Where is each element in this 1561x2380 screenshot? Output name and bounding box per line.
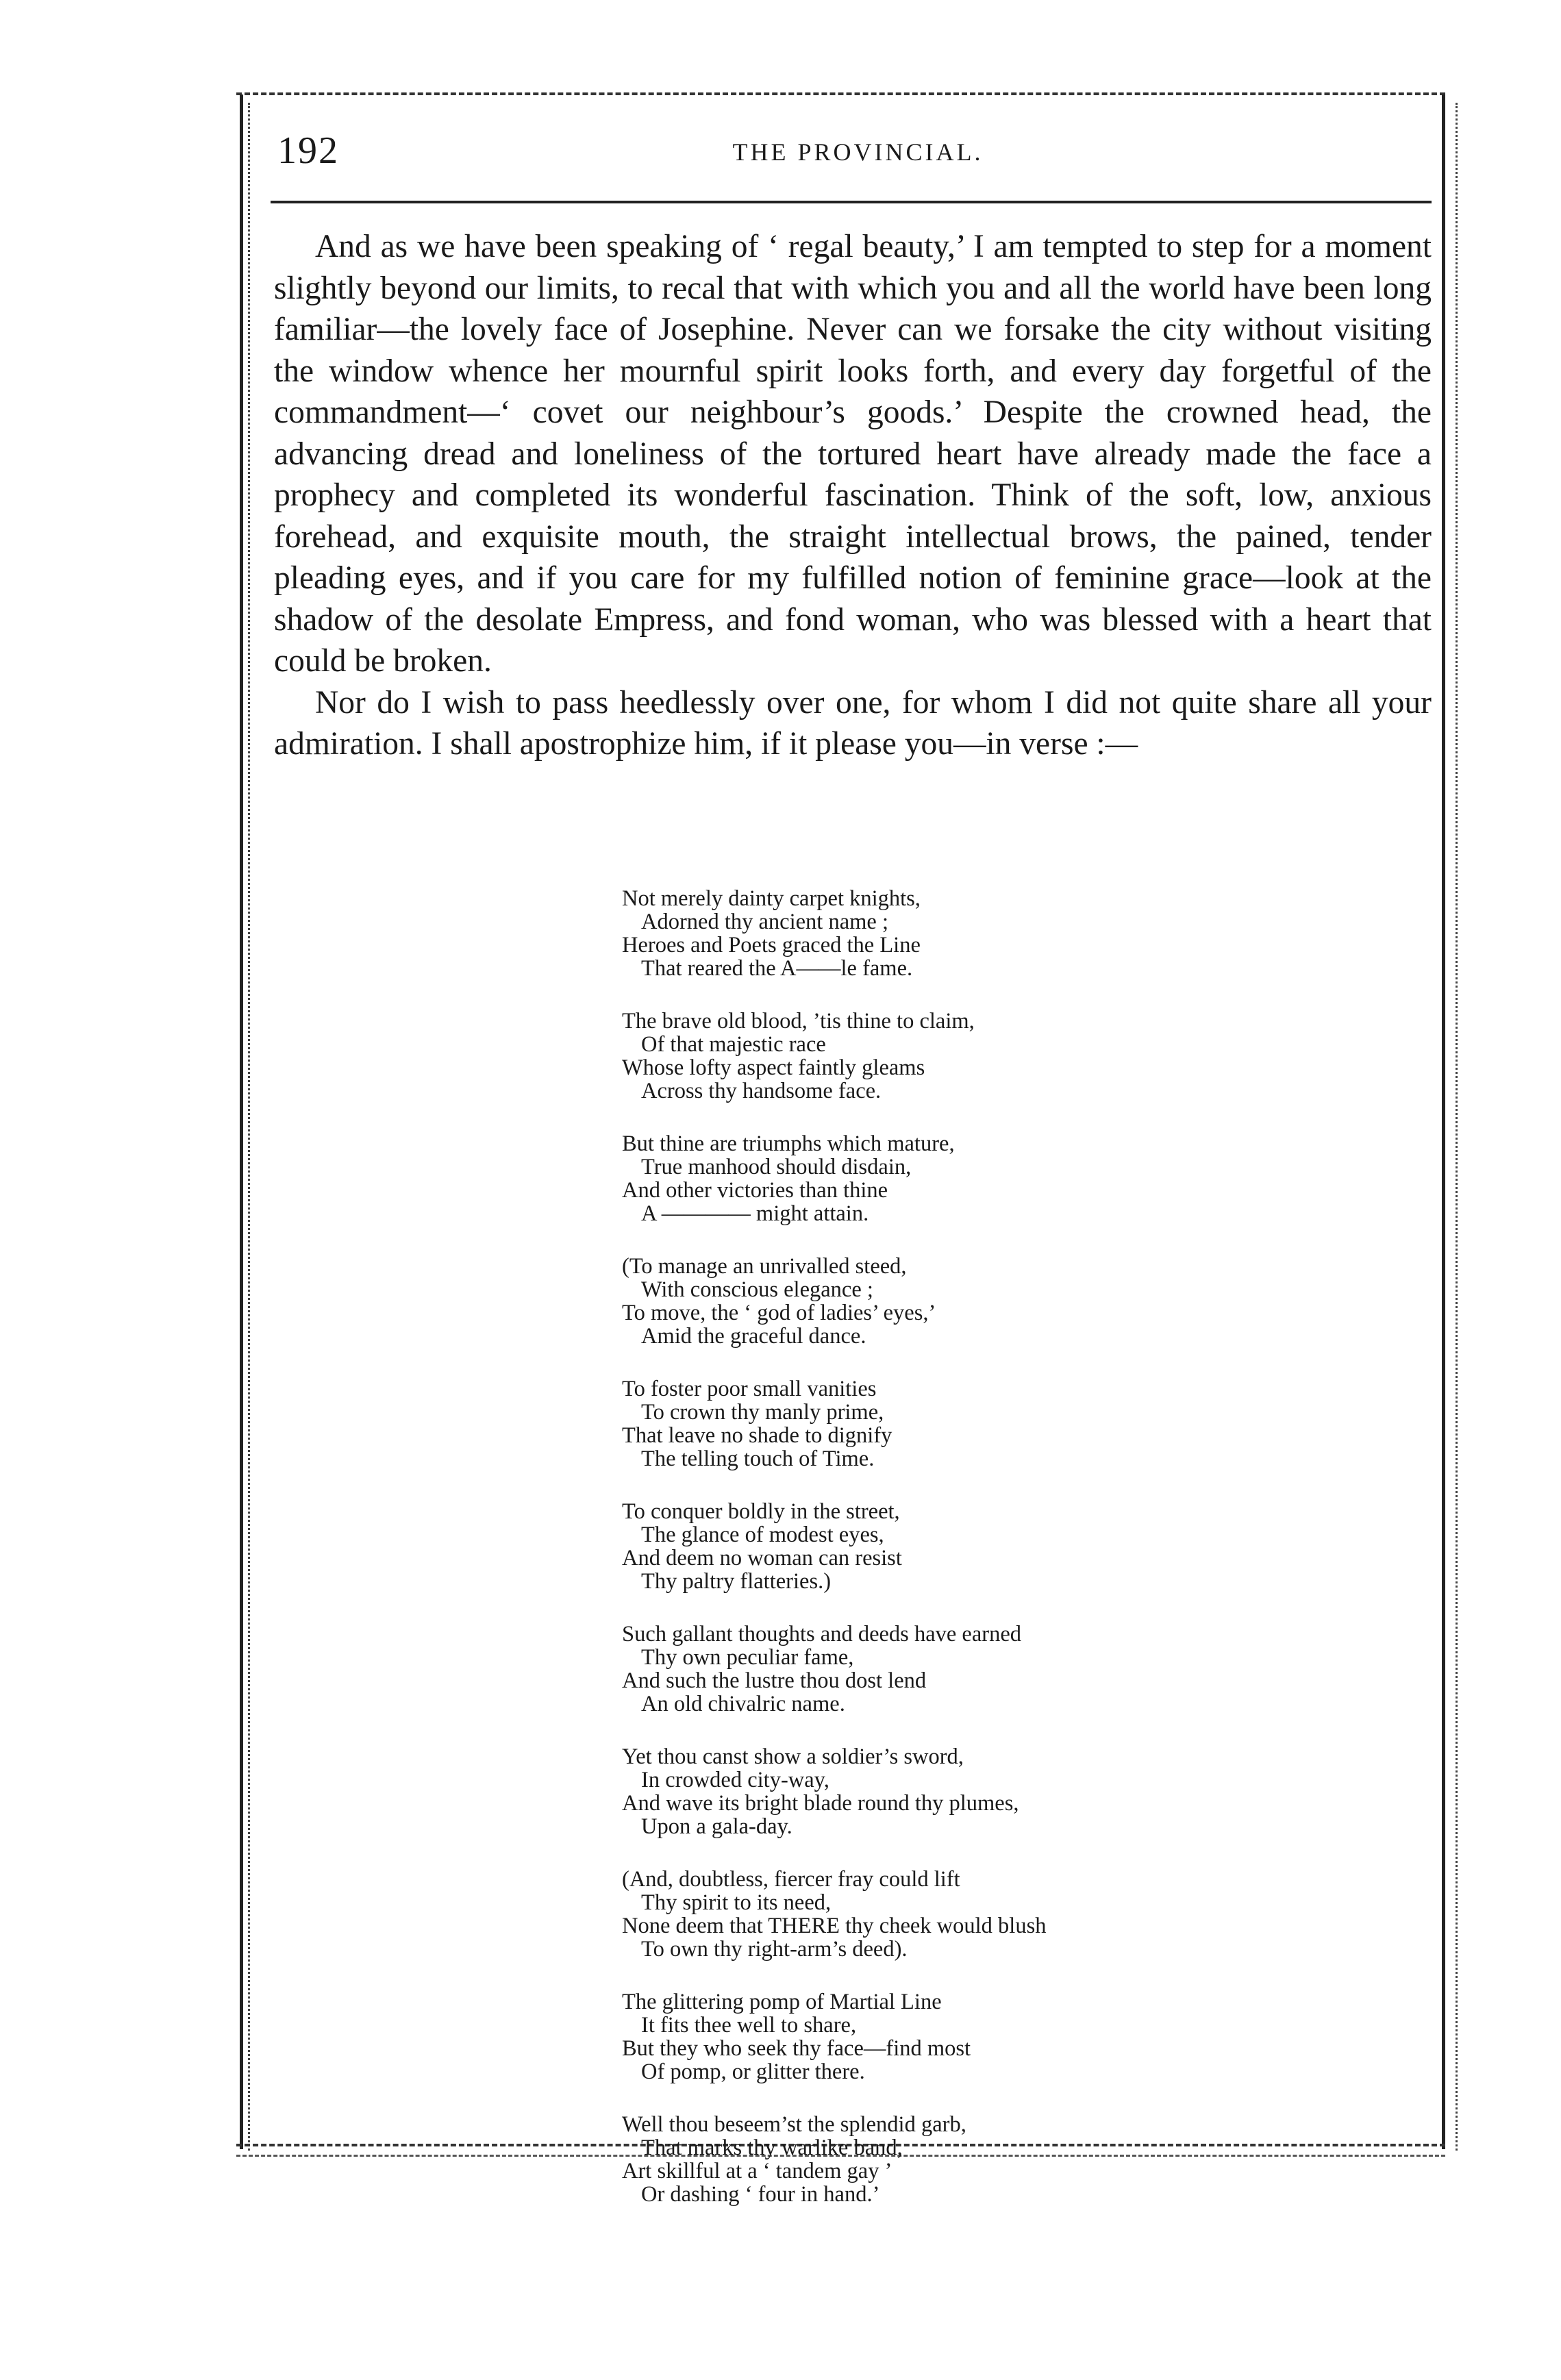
poem-line: Well thou beseem’st the splendid garb, — [622, 2112, 966, 2137]
poem-line: (To manage an unrivalled steed, — [622, 1254, 907, 1279]
header-rule — [271, 201, 1432, 203]
poem-line: In crowded city-way, — [641, 1768, 829, 1792]
poem-line: To own thy right-arm’s deed). — [641, 1937, 908, 1962]
poem-line: Thy paltry flatteries.) — [641, 1569, 832, 1594]
poem-line: The glance of modest eyes, — [641, 1523, 884, 1547]
page-header — [271, 127, 1445, 188]
poem-line: Heroes and Poets graced the Line — [622, 933, 921, 957]
poem-stanza — [622, 1745, 1238, 1838]
poem-line: Amid the graceful dance. — [641, 1324, 866, 1349]
poem-line: True manhood should disdain, — [641, 1155, 912, 1179]
poem-line: Or dashing ‘ four in hand.’ — [641, 2182, 880, 2207]
poem-line: Art skillful at a ‘ tandem gay ’ — [622, 2159, 892, 2183]
poem-line: With conscious elegance ; — [641, 1277, 873, 1302]
poem-line: To foster poor small vanities — [622, 1377, 877, 1401]
poem-line: To move, the ‘ god of ladies’ eyes,’ — [622, 1301, 936, 1325]
poem-line: Thy spirit to its need, — [641, 1890, 832, 1915]
poem-line: That marks thy warlike band, — [641, 2135, 903, 2160]
poem-line: And other victories than thine — [622, 1178, 888, 1203]
poem-line: But they who seek thy face—find most — [622, 2036, 971, 2061]
poem-stanza — [622, 2113, 1238, 2206]
poem-line: None deem that THERE thy cheek would blush — [622, 1914, 1047, 1938]
poem-line: Of that majestic race — [641, 1032, 826, 1057]
poem-line: Such gallant thoughts and deeds have earned — [622, 1622, 1022, 1646]
poem-stanza — [622, 1623, 1238, 1716]
poem-line: And deem no woman can resist — [622, 1546, 902, 1570]
poem-line: To conquer boldly in the street, — [622, 1499, 900, 1524]
right-margin-line — [1456, 103, 1458, 2151]
poem-line: And such the lustre thou dost lend — [622, 1668, 927, 1693]
poem — [622, 887, 1238, 2235]
poem-stanza — [622, 1377, 1238, 1470]
poem-stanza — [622, 1500, 1238, 1593]
poem-line: That leave no shade to dignify — [622, 1423, 892, 1448]
poem-stanza — [622, 1255, 1238, 1348]
poem-line: And wave its bright blade round thy plumes, — [622, 1791, 1019, 1816]
poem-line: Across thy handsome face. — [641, 1079, 882, 1103]
poem-line: But thine are triumphs which mature, — [622, 1131, 955, 1156]
poem-line: The telling touch of Time. — [641, 1446, 875, 1471]
poem-stanza — [622, 1010, 1238, 1103]
poem-line: (And, doubtless, fiercer fray could lift — [622, 1867, 960, 1892]
poem-line: Whose lofty aspect faintly gleams — [622, 1055, 925, 1080]
poem-stanza — [622, 1868, 1238, 1961]
poem-line: The glittering pomp of Martial Line — [622, 1990, 942, 2014]
poem-line: That reared the A——le fame. — [641, 956, 913, 981]
poem-line: Yet thou canst show a soldier’s sword, — [622, 1744, 964, 1769]
poem-stanza — [622, 887, 1238, 980]
poem-line: It fits thee well to share, — [641, 2013, 857, 2038]
paragraph: And as we have been speaking of ‘ regal beauty,’ I am tempted to step for a moment slightly beyond our limits, to recal that with which you and all the world have been long familiar—the lovely face of Josephine. Never can we forsake the city without visiting the window whence her mournful spirit looks forth, and every day forgetful of the commandment—‘ covet our neighbour’s goods.’ Despite the crowned head, the advancing dread and loneliness of the tortured heart have already made the face a prophecy and completed its wonderful fascination. Think of the soft, low, anxious forehead, and exquisite mouth, the straight intellectual brows, the pained, tender pleading eyes, and if you care for my fulfilled notion of feminine grace—look at the shadow of the desolate Empress, and fond woman, who was blessed with a heart that could be broken. — [274, 229, 1432, 679]
prose-body — [274, 226, 1432, 765]
poem-stanza — [622, 1990, 1238, 2083]
poem-line: Thy own peculiar fame, — [641, 1645, 854, 1670]
poem-line: The brave old blood, ’tis thine to claim, — [622, 1009, 975, 1034]
poem-line: Adorned thy ancient name ; — [641, 910, 888, 934]
poem-stanza — [622, 1132, 1238, 1225]
poem-line: Not merely dainty carpet knights, — [622, 886, 921, 911]
paragraph: Nor do I wish to pass heedlessly over one, for whom I did not quite share all your admiration. I shall apostrophize him, if it please you—in verse :— — [274, 684, 1432, 762]
poem-line: Of pomp, or glitter there. — [641, 2059, 865, 2084]
poem-line: Upon a gala-day. — [641, 1814, 792, 1839]
running-head: THE PROVINCIAL. — [732, 138, 984, 166]
poem-line: An old chivalric name. — [641, 1692, 845, 1716]
poem-line: A ———— might attain. — [641, 1201, 869, 1226]
page-number: 192 — [277, 129, 339, 172]
poem-line: To crown thy manly prime, — [641, 1400, 884, 1425]
